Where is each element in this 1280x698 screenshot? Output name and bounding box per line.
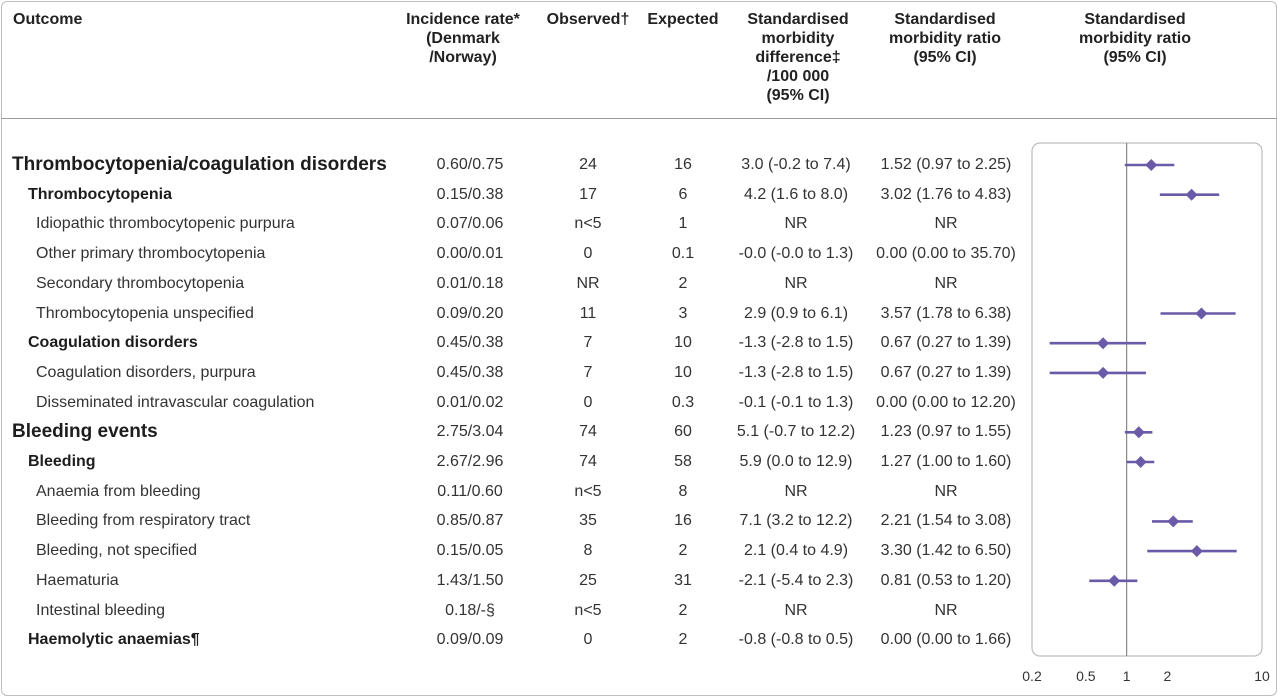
row-outcome: Intestinal bleeding (36, 601, 165, 619)
row-incidence: 0.18/-§ (445, 601, 495, 619)
row-smd: -0.0 (-0.0 to 1.3) (738, 245, 854, 263)
row-smr: 1.23 (0.97 to 1.55) (880, 423, 1012, 441)
row-smr: 3.30 (1.42 to 6.50) (880, 542, 1012, 560)
row-smr: 0.67 (0.27 to 1.39) (880, 334, 1012, 352)
estimate-marker (1133, 426, 1145, 438)
row-incidence: 2.75/3.04 (436, 423, 504, 441)
x-tick-label: 0.5 (1076, 668, 1096, 684)
row-smd: -2.1 (-5.4 to 2.3) (738, 571, 854, 589)
estimate-marker (1097, 367, 1109, 379)
row-observed: 17 (579, 185, 597, 203)
row-smr: NR (934, 601, 958, 619)
row-expected: 6 (678, 185, 688, 203)
x-tick-label: 10 (1254, 668, 1270, 684)
row-expected: 10 (674, 334, 692, 352)
header-expected: Expected (647, 11, 719, 28)
header-incidence-rate: Incidence rate* (Denmark /Norway) (406, 11, 520, 66)
row-incidence: 0.11/0.60 (437, 482, 503, 500)
row-incidence: 0.15/0.38 (436, 185, 504, 203)
row-observed: 0 (583, 245, 593, 263)
row-expected: 2 (678, 601, 688, 619)
header-standardised-morbidity-ratio: Standardised morbidity ratio (95% CI) (888, 11, 1001, 66)
row-observed: 24 (579, 156, 597, 173)
row-outcome: Bleeding from respiratory tract (36, 512, 251, 530)
row-smr: 0.00 (0.00 to 12.20) (876, 393, 1016, 411)
row-expected: 60 (674, 423, 692, 441)
row-observed: 74 (579, 453, 597, 470)
estimate-marker (1191, 545, 1203, 557)
row-smr: 1.52 (0.97 to 2.25) (880, 156, 1012, 173)
row-incidence: 0.09/0.20 (436, 304, 504, 322)
header-standardised-morbidity-difference: Standardised morbidity difference‡ /100 000 (95% CI) (747, 11, 849, 104)
row-smd: -0.1 (-0.1 to 1.3) (738, 393, 854, 411)
row-outcome: Bleeding, not specified (36, 542, 197, 560)
row-incidence: 0.45/0.38 (436, 334, 504, 352)
row-expected: 16 (674, 156, 692, 173)
row-incidence: 0.01/0.02 (436, 393, 504, 411)
row-incidence: 0.07/0.06 (436, 215, 504, 233)
x-tick-label: 2 (1163, 668, 1172, 684)
row-incidence: 0.15/0.05 (436, 542, 504, 560)
row-smd: NR (784, 274, 808, 292)
row-observed: 25 (579, 571, 597, 589)
header-plot-standardised-morbidity-ratio: Standardised morbidity ratio (95% CI) (1078, 11, 1191, 66)
row-smd: 2.1 (0.4 to 4.9) (743, 542, 849, 560)
row-outcome: Coagulation disorders (28, 334, 198, 352)
row-incidence: 0.60/0.75 (436, 156, 504, 173)
row-incidence: 0.45/0.38 (436, 363, 504, 381)
row-expected: 1 (678, 215, 688, 233)
row-smd: NR (784, 482, 808, 500)
estimate-marker (1135, 456, 1147, 468)
row-expected: 2 (678, 631, 688, 649)
row-observed: 8 (583, 542, 593, 560)
row-observed: 7 (583, 334, 593, 352)
header-outcome: Outcome (13, 11, 83, 28)
row-smd: 5.1 (-0.7 to 12.2) (736, 423, 856, 441)
row-smr: 3.57 (1.78 to 6.38) (880, 304, 1012, 322)
row-outcome: Thrombocytopenia (28, 185, 173, 203)
row-outcome: Other primary thrombocytopenia (36, 245, 266, 263)
row-smr: 0.81 (0.53 to 1.20) (880, 571, 1012, 589)
row-smr: 1.27 (1.00 to 1.60) (880, 453, 1012, 470)
row-observed: 0 (583, 631, 593, 649)
row-outcome: Bleeding (28, 453, 96, 470)
row-observed: 11 (579, 304, 597, 322)
row-observed: n<5 (574, 601, 602, 619)
row-smd: 7.1 (3.2 to 12.2) (739, 512, 853, 530)
row-incidence: 2.67/2.96 (436, 453, 504, 470)
row-observed: NR (576, 274, 600, 292)
row-smr: 2.21 (1.54 to 3.08) (880, 512, 1012, 530)
row-smd: 2.9 (0.9 to 6.1) (743, 304, 849, 322)
row-smr: NR (934, 482, 958, 500)
estimate-marker (1145, 159, 1157, 171)
row-smr: 3.02 (1.76 to 4.83) (880, 185, 1012, 203)
row-outcome: Idiopathic thrombocytopenic purpura (36, 215, 295, 233)
row-incidence: 0.09/0.09 (436, 631, 504, 649)
x-tick-label: 1 (1122, 668, 1131, 684)
row-smd: 4.2 (1.6 to 8.0) (743, 185, 849, 203)
estimate-marker (1097, 337, 1109, 349)
estimate-marker (1108, 575, 1120, 587)
row-expected: 3 (678, 304, 688, 322)
row-outcome: Haemolytic anaemias¶ (28, 631, 200, 649)
row-expected: 16 (674, 512, 692, 530)
row-outcome: Haematuria (36, 571, 119, 589)
row-smd: NR (784, 601, 808, 619)
row-smd: 3.0 (-0.2 to 7.4) (741, 156, 851, 173)
row-outcome: Bleeding events (12, 421, 158, 443)
row-observed: n<5 (574, 215, 602, 233)
row-smd: -0.8 (-0.8 to 0.5) (738, 631, 854, 649)
row-observed: n<5 (574, 482, 602, 500)
row-outcome: Secondary thrombocytopenia (36, 274, 245, 292)
row-observed: 35 (579, 512, 597, 530)
estimate-marker (1186, 189, 1198, 201)
row-observed: 74 (579, 423, 597, 441)
row-smd: NR (784, 215, 808, 233)
row-smr: 0.00 (0.00 to 35.70) (876, 245, 1016, 263)
plot-frame (1032, 143, 1262, 656)
row-incidence: 0.85/0.87 (436, 512, 504, 530)
row-observed: 7 (583, 363, 593, 381)
row-expected: 58 (674, 453, 692, 470)
row-expected: 31 (674, 571, 692, 589)
row-outcome: Coagulation disorders, purpura (36, 363, 256, 381)
row-observed: 0 (583, 393, 593, 411)
row-smr: NR (934, 274, 958, 292)
row-expected: 0.3 (671, 393, 695, 411)
estimate-marker (1167, 515, 1179, 527)
row-smd: -1.3 (-2.8 to 1.5) (738, 363, 854, 381)
row-smd: 5.9 (0.0 to 12.9) (739, 453, 853, 470)
row-expected: 0.1 (671, 245, 695, 263)
row-smd: -1.3 (-2.8 to 1.5) (738, 334, 854, 352)
row-expected: 2 (678, 542, 688, 560)
row-incidence: 1.43/1.50 (436, 571, 504, 589)
row-expected: 10 (674, 363, 692, 381)
row-smr: 0.67 (0.27 to 1.39) (880, 363, 1012, 381)
estimate-marker (1195, 308, 1207, 320)
row-outcome: Thrombocytopenia/coagulation disorders (12, 154, 387, 175)
row-smr: NR (934, 215, 958, 233)
x-tick-label: 0.2 (1022, 668, 1042, 684)
row-outcome: Anaemia from bleeding (36, 482, 201, 500)
row-incidence: 0.00/0.01 (436, 245, 504, 263)
row-smr: 0.00 (0.00 to 1.66) (880, 631, 1012, 649)
row-outcome: Disseminated intravascular coagulation (36, 393, 315, 411)
row-expected: 8 (678, 482, 688, 500)
row-outcome: Thrombocytopenia unspecified (36, 304, 254, 322)
row-incidence: 0.01/0.18 (436, 274, 504, 292)
row-expected: 2 (678, 274, 688, 292)
header-observed: Observed† (546, 11, 630, 28)
